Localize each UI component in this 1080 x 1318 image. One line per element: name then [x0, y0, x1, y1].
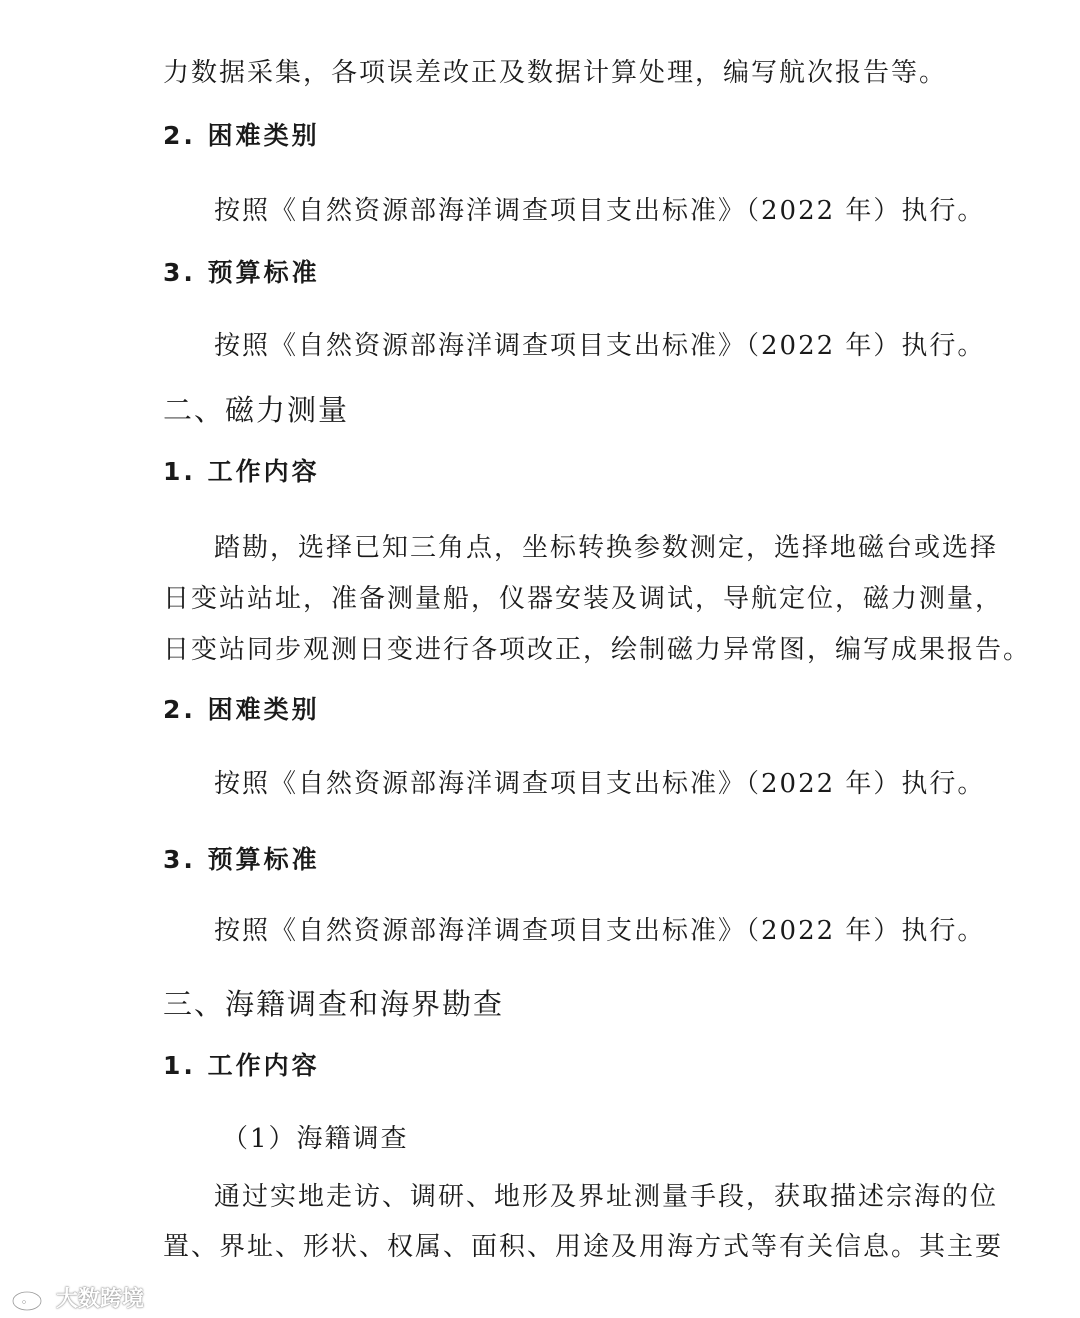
subheading-budget-standard: 3. 预算标准	[163, 258, 320, 287]
subsection-label-sea-registry-survey: （1）海籍调查	[222, 1124, 409, 1154]
paragraph-line: 按照《自然资源部海洋调查项目支出标准》（2022 年）执行。	[214, 769, 986, 799]
paragraph-line: 按照《自然资源部海洋调查项目支出标准》（2022 年）执行。	[214, 331, 986, 361]
watermark	[10, 1282, 144, 1313]
paragraph-line: 日变站站址，准备测量船，仪器安装及调试，导航定位，磁力测量，	[163, 584, 1004, 614]
subheading-difficulty-category: 2. 困难类别	[163, 695, 320, 724]
section-heading-sea-registry: 三、海籍调查和海界勘查	[163, 987, 505, 1021]
subheading-work-content: 1. 工作内容	[163, 457, 320, 486]
paragraph-line: 按照《自然资源部海洋调查项目支出标准》（2022 年）执行。	[214, 196, 986, 226]
paragraph-line: 踏勘，选择已知三角点，坐标转换参数测定，选择地磁台或选择	[214, 533, 999, 563]
subheading-difficulty-category: 2. 困难类别	[163, 121, 320, 150]
paragraph-line: 日变站同步观测日变进行各项改正，绘制磁力异常图，编写成果报告。	[163, 635, 1032, 665]
section-heading-magnetic-survey: 二、磁力测量	[163, 393, 350, 427]
paragraph-line: 置、界址、形状、权属、面积、用途及用海方式等有关信息。其主要	[163, 1232, 1004, 1262]
subheading-work-content: 1. 工作内容	[163, 1051, 320, 1080]
weibo-logo-icon	[10, 1283, 50, 1313]
paragraph-line: 按照《自然资源部海洋调查项目支出标准》（2022 年）执行。	[214, 916, 986, 946]
paragraph-line: 通过实地走访、调研、地形及界址测量手段，获取描述宗海的位	[214, 1182, 999, 1212]
watermark-text: 大数跨境	[56, 1287, 145, 1312]
paragraph-line: 力数据采集，各项误差改正及数据计算处理，编写航次报告等。	[163, 58, 948, 88]
subheading-budget-standard: 3. 预算标准	[163, 845, 320, 874]
